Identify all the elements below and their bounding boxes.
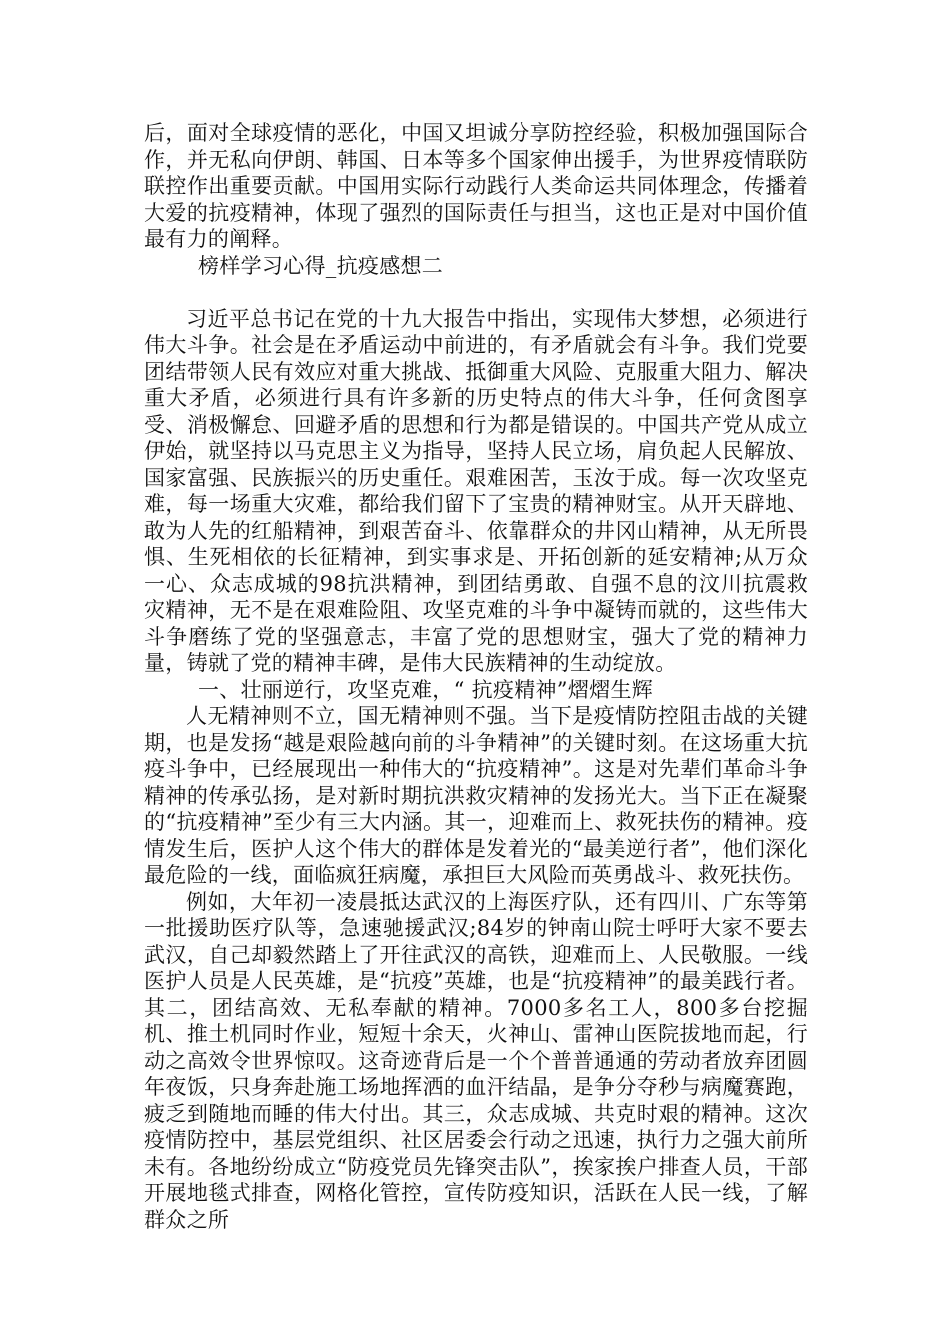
section-subtitle: 榜样学习心得_抗疫感想二 — [198, 253, 444, 278]
document-page — [144, 120, 808, 1233]
paragraph-spirit: 人无精神则不立，国无精神则不强。当下是疫情防控阻击战的关键期，也是发扬“越是艰险越向前的斗争精神”的关键时刻。在这场重大抗疫斗争中，已经展现出一种伟大的“抗疫精神”。这是对先辈们革命斗争精神的传承弘扬，是对新时期抗洪救灾精神的发扬光大。当下正在凝聚的“抗疫精神”至少有三大内涵。其一，迎难而上、救死扶伤的精神。疫情发生后，医护人这个伟大的群体是发着光的“最美逆行者”，他们深化最危险的一线，面临疯狂病魔，承担巨大风险而英勇战斗、救死扶伤。 — [144, 704, 808, 887]
blank-line — [144, 279, 808, 306]
section-heading-1: 一、壮丽逆行，攻坚克难，“ 抗疫精神”熠熠生辉 — [198, 677, 654, 702]
paragraph-continuation: 后，面对全球疫情的恶化，中国又坦诚分享防控经验，积极加强国际合作，并无私向伊朗、韩国、日本等多个国家伸出援手，为世界疫情联防联控作出重要贡献。中国用实际行动践行人类命运共同体理念，传播着大爱的抗疫精神，体现了强烈的国际责任与担当，这也正是对中国价值最有力的阐释。 — [144, 121, 808, 251]
paragraph-intro: 习近平总书记在党的十九大报告中指出，实现伟大梦想，必须进行伟大斗争。社会是在矛盾运动中前进的，有矛盾就会有斗争。我们党要团结带领人民有效应对重大挑战、抵御重大风险、克服重大阻力、解决重大矛盾，必须进行具有许多新的历史特点的伟大斗争，任何贪图享受、消极懈怠、回避矛盾的思想和行为都是错误的。中国共产党从成立伊始，就坚持以马克思主义为指导，坚持人民立场，肩负起人民解放、国家富强、民族振兴的历史重任。艰难困苦，玉汝于成。每一次攻坚克难，每一场重大灾难，都给我们留下了宝贵的精神财宝。从开天辟地、敢为人先的红船精神，到艰苦奋斗、依靠群众的井冈山精神，从无所畏惧、生死相依的长征精神，到实事求是、开拓创新的延安精神;从万众一心、众志成城的98抗洪精神，到团结勇敢、自强不息的汶川抗震救灾精神，无不是在艰难险阻、攻坚克难的斗争中凝铸而就的，这些伟大斗争磨练了党的坚强意志，丰富了党的思想财宝，强大了党的精神力量，铸就了党的精神丰碑，是伟大民族精神的生动绽放。 — [144, 306, 808, 675]
paragraph-examples: 例如，大年初一凌晨抵达武汉的上海医疗队，还有四川、广东等第一批援助医疗队等，急速驰援武汉;84岁的钟南山院士呼吁大家不要去武汉，自己却毅然踏上了开往武汉的高铁，迎难而上、人民敬服。一线医护人员是人民英雄，是“抗疫”英雄，也是“抗疫精神”的最美践行者。其二，团结高效、无私奉献的精神。7000多名工人，800多台挖掘机、推土机同时作业，短短十余天，火神山、雷神山医院拔地而起，行动之高效令世界惊叹。这奇迹背后是一个个普普通通的劳动者放弃团圆年夜饭，只身奔赴施工场地挥洒的血汗结晶，是争分夺秒与病魔赛跑，疲乏到随地而睡的伟大付出。其三，众志成城、共克时艰的精神。这次疫情防控中，基层党组织、社区居委会行动之迅速，执行力之强大前所未有。各地纷纷成立“防疫党员先锋突击队”，挨家挨户排查人员，干部开展地毯式排查，网格化管控，宣传防疫知识，活跃在人民一线，了解群众之所 — [144, 889, 808, 1232]
